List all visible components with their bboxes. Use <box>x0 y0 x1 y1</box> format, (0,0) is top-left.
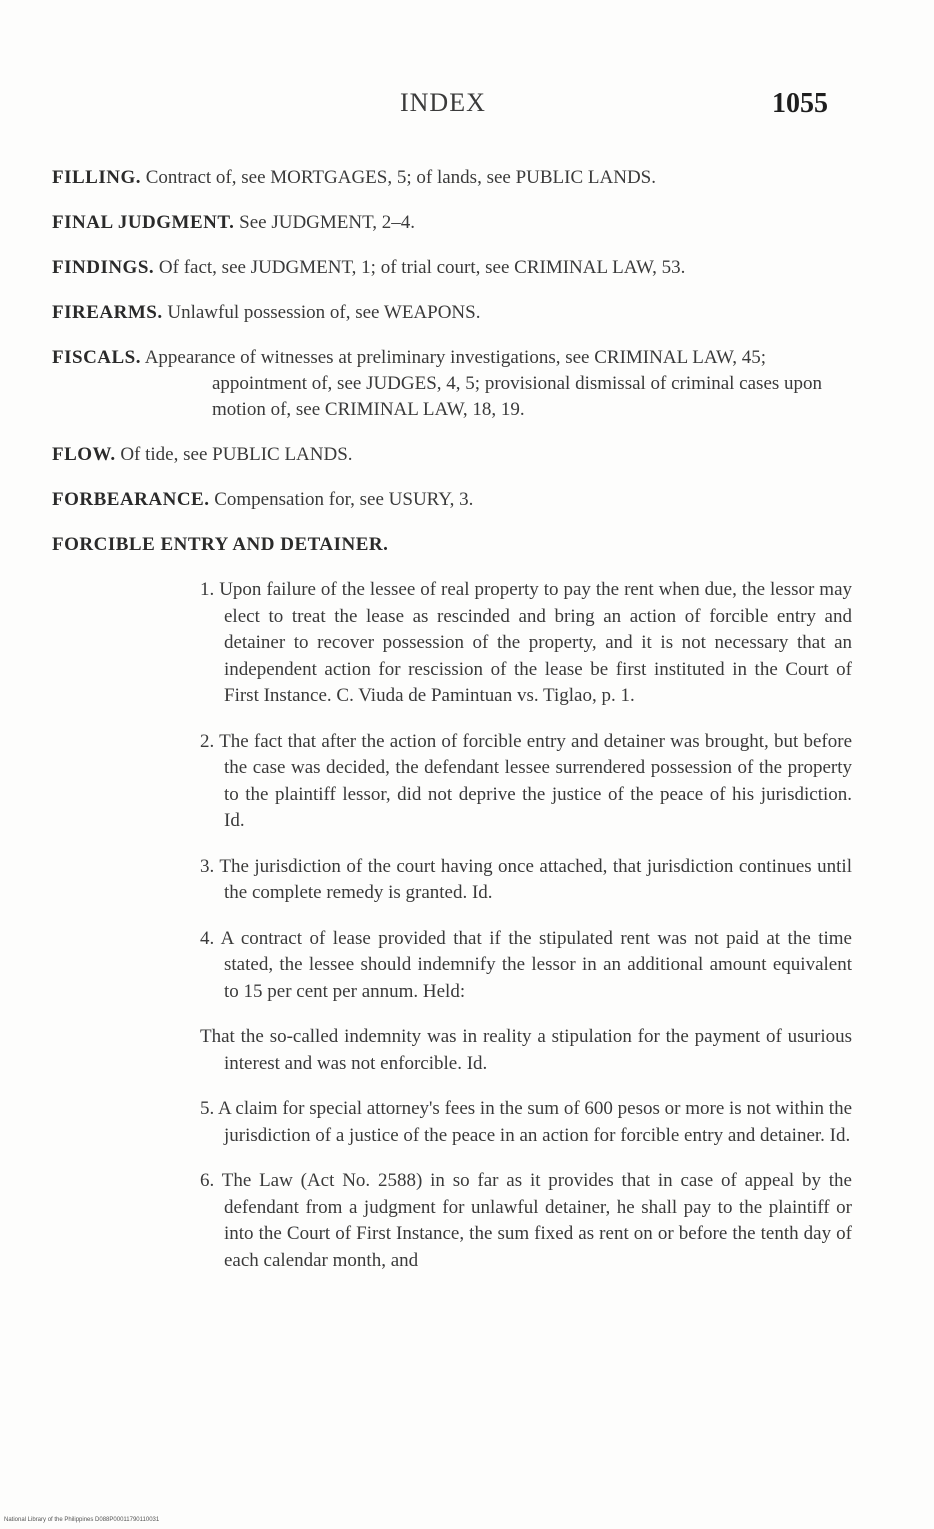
index-entry-flow <box>52 442 852 468</box>
entry-headword: FORBEARANCE. <box>52 489 210 510</box>
subentry-4-holding: That the so-called indemnity was in reality a stipulation for the payment of usurious interest and was not enforcible. Id. <box>200 1026 852 1074</box>
forcible-entry-subentries <box>52 577 852 1274</box>
entry-text: Unlawful possession of, see WEAPONS. <box>167 302 481 323</box>
index-entry-forcible-entry <box>52 532 852 558</box>
index-entry-firearms <box>52 300 852 326</box>
index-entries <box>52 146 852 1278</box>
index-entry-fiscals <box>52 345 852 423</box>
subentry-2: 2. The fact that after the action of forcible entry and detainer was brought, but before the case was decided, the defendant lessee surrendered possession of the property to the plaintiff lessor, did not deprive the justice of the peace of his jurisdiction. Id. <box>200 730 852 831</box>
index-entry-final-judgment <box>52 210 852 236</box>
subentry-6: 6. The Law (Act No. 2588) in so far as it provides that in case of appeal by the defendant from a judgment for unlawful detainer, he shall pay to the plaintiff or into the Court of First Instance, the sum fixed as rent on or before the tenth day of each calendar month, and <box>200 1170 852 1271</box>
index-entry-filling <box>52 165 852 191</box>
entry-headword: FINDINGS. <box>52 257 155 278</box>
entry-text: Compensation for, see USURY, 3. <box>214 489 474 510</box>
entry-headword: FIREARMS. <box>52 302 163 323</box>
entry-text: See JUDGMENT, 2–4. <box>239 212 416 233</box>
entry-headword: FLOW. <box>52 444 116 465</box>
entry-text: Appearance of witnesses at preliminary investigations, see CRIMINAL LAW, 45; appointment of, see JUDGES, 4, 5; provisional dismissal of criminal cases upon motion of, see CRIMINAL LAW, 18, 19. <box>144 347 823 420</box>
running-title: INDEX <box>400 88 486 117</box>
index-entry-forbearance <box>52 487 852 513</box>
entry-text: Of tide, see PUBLIC LANDS. <box>120 444 353 465</box>
entry-headword: FILLING. <box>52 167 141 188</box>
subentry-3: 3. The jurisdiction of the court having once attached, that jurisdiction continues until the complete remedy is granted. Id. <box>200 855 852 903</box>
index-entry-findings <box>52 255 852 281</box>
entry-headword: FISCALS. <box>52 347 141 368</box>
subentry-1: 1. Upon failure of the lessee of real property to pay the rent when due, the lessor may elect to treat the lease as rescinded and bring an action of forcible entry and detainer to recover possession of the property, and it is not necessary that an independent action for rescission of the lease be first instituted in the Court of First Instance. C. Viuda de Pamintuan vs. Tiglao, p. 1. <box>200 579 852 706</box>
entry-headword: FORCIBLE ENTRY AND DETAINER. <box>52 534 389 555</box>
scan-credit: National Library of the Philippines D088P0001179011003​1 <box>4 1517 160 1523</box>
running-head <box>0 88 934 128</box>
subentry-4: 4. A contract of lease provided that if the stipulated rent was not paid at the time stated, the lessee should indemnify the lessor in an additional amount equivalent to 15 per cent per annum. Held: <box>200 927 852 1002</box>
entry-text: Of fact, see JUDGMENT, 1; of trial court, see CRIMINAL LAW, 53. <box>158 257 686 278</box>
page-number: 1055 <box>772 88 828 119</box>
subentry-5: 5. A claim for special attorney's fees in the sum of 600 pesos or more is not within the jurisdiction of a justice of the peace in an action for forcible entry and detainer. Id. <box>200 1098 852 1146</box>
entry-headword: FINAL JUDGMENT. <box>52 212 235 233</box>
entry-text: Contract of, see MORTGAGES, 5; of lands, see PUBLIC LANDS. <box>145 167 656 188</box>
